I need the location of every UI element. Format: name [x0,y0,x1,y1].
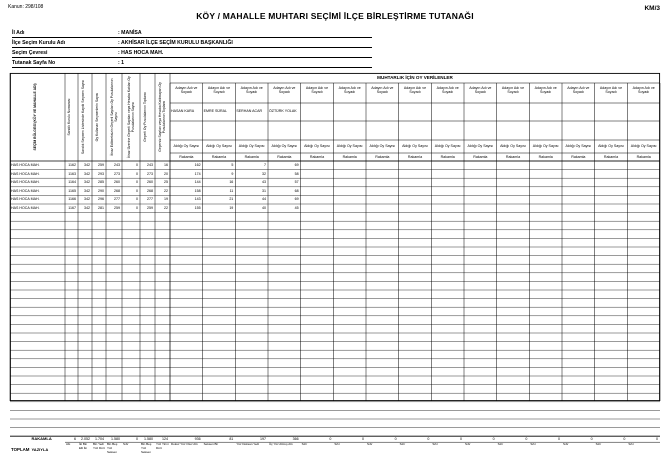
votes-label: Aldığı Oy Sayısı [206,144,232,148]
total-vote-digits: 0 [623,437,626,442]
value-cell: 19 [164,197,168,202]
value-cell: 259 [147,206,153,210]
meta-label: Seçim Çevresi [12,50,48,56]
votes-label: Aldığı Oy Sayısı [369,144,396,148]
vote-cell: 5 [231,163,234,167]
vote-cell: 144 [194,180,201,185]
total-vote-words: Sıfır [628,442,634,447]
value-cell: 243 [114,163,120,167]
document-title: KÖY / MAHALLE MUHTARI SEÇİMİ İLÇE BİRLEŞTİRME TUTANAĞI [196,11,474,21]
value-cell: 290 [98,188,104,193]
candidate-name-header: Adayın Adı ve Soyadı [567,86,590,94]
candidate-name-header: Adayın Adı ve Soyadı [371,86,394,94]
vote-cell: 43 [261,180,266,185]
vote-cell: 32 [261,171,266,176]
digits-label: Rakamla [211,155,227,159]
total-digits-cell: 0 [136,437,138,442]
value-cell: 293 [98,171,104,176]
value-cell: 0 [136,206,138,210]
value-cell: 0 [136,171,138,176]
votes-label: Aldığı Oy Sayısı [402,144,428,148]
votes-label: Aldığı Oy Sayısı [630,144,657,148]
vote-cell: 155 [194,206,201,210]
vote-cell: 40 [261,206,266,210]
total-digits-cell: 1.580 [111,437,120,442]
total-vote-words: Sıfır [530,442,536,447]
total-vote-words: Sıfır [563,442,569,447]
total-vote-digits: 0 [427,437,430,442]
value-cell: 342 [84,180,90,185]
candidates-group-header: MUHTARLIK İÇİN OY VERİLENLER [377,75,453,80]
value-cell: 0 [136,197,138,202]
value-cell: 0 [136,163,138,167]
value-cell: 22 [164,188,168,193]
total-vote-digits: 936 [194,437,201,442]
candidate-name-header: Adayın Adı ve Soyadı [501,86,525,94]
value-cell: 296 [98,197,104,202]
region-cell: HAS HOCA MAH. [11,188,40,193]
total-vote-digits: 0 [459,437,462,442]
total-vote-digits: 0 [557,437,560,442]
value-cell: 273 [147,171,153,176]
region-cell: HAS HOCA MAH. [11,180,40,185]
meta-value: : HAS HOCA MAH. [118,50,164,56]
total-vote-words: Sıfır [595,442,602,447]
digits-label: Rakamla [342,155,357,159]
digits-label: Rakamla [244,155,259,159]
total-vote-words: Sıfır [301,442,308,447]
total-vote-words: Sıfır [334,442,340,447]
vote-cell: 143 [194,197,201,202]
vote-cell: 162 [194,163,201,167]
total-digits-cell: 124 [162,437,168,442]
region-cell: HAS HOCA MAH. [11,163,40,167]
votes-label: Aldığı Oy Sayısı [304,144,330,148]
meta-value: : MANİSA [118,30,142,36]
candidate-name-header: Adayın Adı ve Soyadı [175,86,198,94]
region-cell: HAS HOCA MAH. [11,206,40,210]
vote-cell: 57 [294,180,299,185]
vote-cell: 7 [263,163,266,167]
total-words-cell: Bin Beş Yüz Seksen [141,442,152,454]
digits-label: Rakamla [603,155,619,159]
total-words-cell: Bin Yedi Yüz Dört [93,442,105,450]
total-label: TOPLAM [11,447,30,453]
total-vote-words: Dokuz Yüz Otuz Altı [171,442,198,447]
total-digits-cell: 1.580 [144,437,153,442]
digits-label: Rakamla [636,155,651,159]
candidate-name: HASAN KARA [171,109,195,113]
candidate-name-header: Adayın Adı ve Soyadı [207,86,231,94]
total-vote-digits: 0 [492,437,495,442]
total-vote-digits: 0 [525,437,528,442]
value-cell: 25 [164,180,168,185]
digits-label: Rakamla [505,155,521,159]
value-cell: 342 [84,197,90,202]
words-row-label: YAZIYLA [31,447,49,453]
total-vote-digits: 0 [394,437,397,442]
value-cell: 20 [164,171,168,176]
vote-cell: 68 [294,188,299,193]
value-cell: 22 [164,206,168,210]
total-words-cell: İki Bin Elli İki [79,442,88,450]
candidate-name-header: Adayın Adı ve Soyadı [338,86,361,94]
votes-label: Aldığı Oy Sayısı [565,144,592,148]
candidate-name-header: Adayın Adı ve Soyadı [599,86,623,94]
value-cell: 268 [147,188,153,193]
value-cell: 0 [136,188,138,193]
votes-label: Aldığı Oy Sayısı [173,144,200,148]
column-header: İtiraz Edilmeksizin Geçerli Sayılan Oy Pusulalarının Sayısı [109,78,118,156]
column-header: SEÇİM BÖLGESİ (KÖY VE MAHALLE ADI) [33,83,37,151]
vote-cell: 19 [229,206,234,210]
digits-label: Rakamla [375,155,390,159]
value-cell: 342 [84,188,90,193]
meta-label: İlçe Seçim Kurulu Adı [12,40,66,46]
value-cell: 243 [147,163,153,167]
digits-label: Rakamla [309,155,325,159]
value-cell: 1162 [68,163,76,167]
total-vote-words: Sıfır [465,442,471,447]
total-vote-digits: 0 [329,437,332,442]
candidate-name-header: Adayın Adı ve Soyadı [403,86,427,94]
meta-label: İl Adı [12,30,25,36]
vote-cell: 69 [294,197,299,202]
value-cell: 1165 [68,188,76,193]
votes-label: Aldığı Oy Sayısı [434,144,461,148]
votes-label: Aldığı Oy Sayısı [271,144,298,148]
digits-label: Rakamla [407,155,423,159]
vote-cell: 45 [294,206,299,210]
total-vote-words: Sıfır [432,442,438,447]
votes-label: Aldığı Oy Sayısı [336,144,363,148]
value-cell: 342 [84,206,90,210]
total-digits-cell: 1.704 [95,437,104,442]
candidate-name: SERHAN ACAR [236,109,263,113]
column-header: Oy Kullanan Seçmenlerin Sayısı [94,92,99,142]
vote-cell: 31 [261,188,266,193]
value-cell: 1163 [68,171,76,176]
value-cell: 1166 [68,197,76,202]
vote-cell: 69 [294,163,299,167]
total-vote-words: Sıfır [367,442,373,447]
form-code-right: KM/3 [644,5,660,12]
total-words-cell: Sıfır [123,442,129,447]
votes-label: Aldığı Oy Sayısı [500,144,526,148]
candidate-name-header: Adayın Adı ve Soyadı [534,86,557,94]
total-vote-words: Sıfır [497,442,504,447]
value-cell: 0 [136,180,138,185]
candidate-name-header: Adayın Adı ve Soyadı [240,86,263,94]
total-vote-words: Seksen Bir [203,442,219,447]
value-cell: 273 [114,171,120,176]
candidate-name-header: Adayın Adı ve Soyadı [469,86,492,94]
total-words-cell: Altı [66,442,71,447]
column-header: Sandık Kurulu Numarası [67,98,71,136]
digits-label: Rakamla [538,155,553,159]
total-vote-words: Üç Yüz Altmış Altı [269,442,293,447]
meta-value: : 1 [118,60,125,66]
total-digits-cell: 2.052 [81,437,90,442]
vote-cell: 44 [261,197,266,202]
candidate-name: ÖZTÜRK YOLAK [269,109,297,113]
candidate-name-header: Adayın Adı ve Soyadı [305,86,329,94]
form-code-left: Kanun: 298/108 [8,4,44,10]
digits-label: Rakamla [179,155,194,159]
column-header: Geçersiz Sayılan veya Hesaba Katılmayan Oy Pusulalarının Toplamı [158,82,166,152]
candidate-name-header: Adayın Adı ve Soyadı [632,86,655,94]
value-cell: 277 [114,197,120,202]
value-cell: 281 [98,206,104,210]
digits-label: Rakamla [473,155,488,159]
value-cell: 277 [147,197,153,202]
vote-cell: 58 [294,171,299,176]
digits-row-label: RAKAMLA [31,436,52,442]
value-cell: 259 [98,163,104,167]
votes-label: Aldığı Oy Sayısı [238,144,265,148]
vote-cell: 9 [231,171,234,176]
total-vote-digits: 0 [361,437,364,442]
value-cell: 260 [114,180,120,185]
total-vote-digits: 366 [292,437,299,442]
value-cell: 285 [98,180,104,185]
candidate-name-header: Adayın Adı ve Soyadı [436,86,459,94]
region-cell: HAS HOCA MAH. [11,171,40,176]
total-vote-digits: 0 [590,437,593,442]
value-cell: 259 [114,206,120,210]
vote-cell: 11 [229,188,234,193]
vote-cell: 21 [229,197,234,202]
candidate-name-header: Adayın Adı ve Soyadı [273,86,296,94]
vote-cell: 16 [229,180,234,185]
value-cell: 342 [84,171,90,176]
digits-label: Rakamla [277,155,292,159]
total-vote-digits: 0 [655,437,658,442]
total-vote-digits: 81 [229,437,234,442]
column-header: Geçerli Oy Pusulalarının Toplamı [143,92,147,142]
meta-label: Tutanak Sayfa No [12,60,56,66]
results-table [10,73,660,454]
value-cell: 1164 [68,180,76,185]
meta-value: : AKHİSAR İLÇE SEÇİM KURULU BAŞKANLIĞI [118,40,233,46]
value-cell: 1167 [68,206,76,210]
value-cell: 342 [84,163,90,167]
value-cell: 16 [164,163,168,167]
digits-label: Rakamla [571,155,586,159]
total-vote-words: Sıfır [399,442,406,447]
vote-cell: 158 [194,188,201,193]
vote-cell: 174 [194,171,201,176]
total-digits-cell: 6 [74,437,76,442]
total-words-cell: Bin Beş Yüz Seksen [107,442,118,454]
column-header: Sandık Seçmen Listesinde Kayıtlı Seçmen Sayısı [80,79,85,155]
votes-label: Aldığı Oy Sayısı [467,144,494,148]
candidate-name: EMRE SÜRAL [203,109,228,113]
column-header: İtiraz Üzerine Geçerli Sayılan veya Hesaba Katılan Oy Pusulalarının Sayısı [126,76,135,158]
value-cell: 268 [114,188,120,193]
digits-label: Rakamla [440,155,455,159]
total-words-cell: Yüz Yirmi Dört [156,442,169,450]
votes-label: Aldığı Oy Sayısı [532,144,559,148]
region-cell: HAS HOCA MAH. [11,197,40,202]
votes-label: Aldığı Oy Sayısı [598,144,624,148]
total-vote-words: Yüz Doksan Yedi [236,442,260,447]
table-grid [10,73,660,401]
value-cell: 260 [147,180,153,185]
total-vote-digits: 197 [259,437,266,442]
